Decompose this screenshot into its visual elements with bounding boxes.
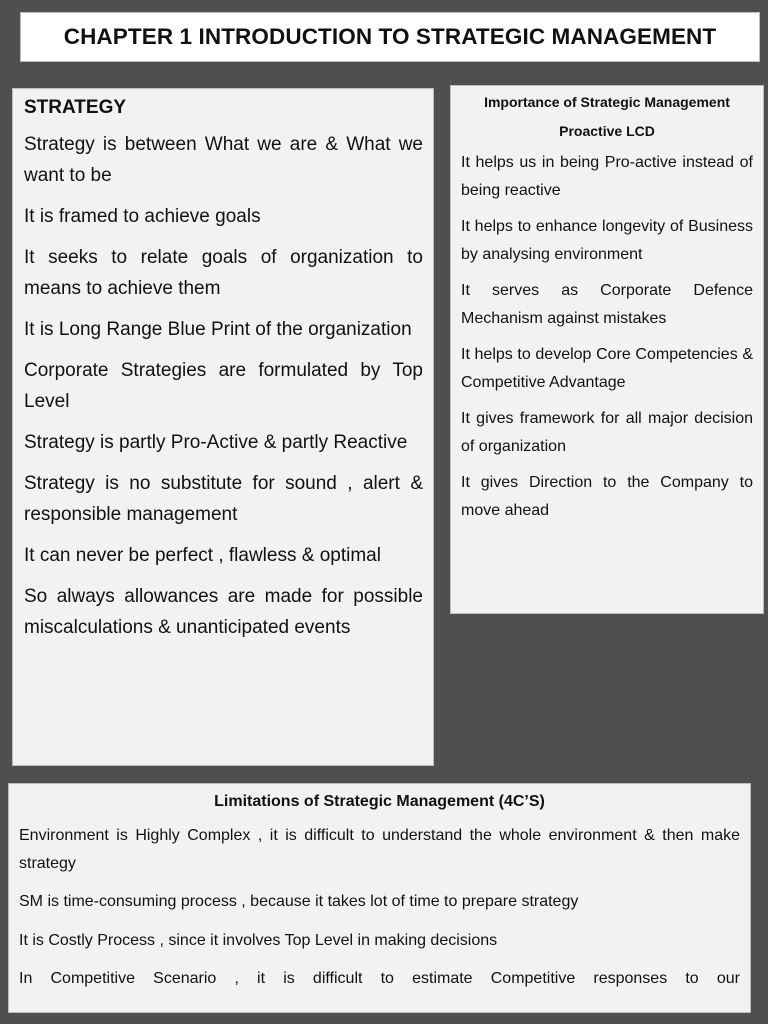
importance-point: It helps to develop Core Competencies & Competitive Advantage [461, 346, 753, 391]
strategy-point: Strategy is between What we are & What we want to be [24, 134, 423, 186]
limitations-point: Environment is Highly Complex , it is difficult to understand the whole environment & then make strategy [19, 827, 740, 872]
importance-point: It helps us in being Pro-active instead of being reactive [461, 154, 753, 199]
limitations-heading: Limitations of Strategic Management (4C’S) [214, 793, 545, 810]
importance-heading: Importance of Strategic Management [484, 94, 730, 110]
importance-point: It gives Direction to the Company to move ahead [461, 474, 753, 519]
strategy-point: Strategy is no substitute for sound , alert & responsible management [24, 473, 423, 525]
title-box [20, 12, 760, 62]
strategy-point: So always allowances are made for possible miscalculations & unanticipated events [24, 586, 423, 638]
strategy-point: It is Long Range Blue Print of the organization [24, 319, 412, 340]
strategy-point: Strategy is partly Pro-Active & partly Reactive [24, 432, 408, 453]
limitations-point: In Competitive Scenario , it is difficult to estimate Competitive responses to our [19, 970, 740, 987]
limitations-point: SM is time-consuming process , because it takes lot of time to prepare strategy [19, 893, 579, 910]
strategy-point: It can never be perfect , flawless & optimal [24, 545, 381, 566]
limitations-panel [8, 783, 751, 1013]
strategy-point: It seeks to relate goals of organization to means to achieve them [24, 247, 423, 299]
strategy-point: Corporate Strategies are formulated by Top Level [24, 360, 423, 412]
importance-point: It gives framework for all major decision of organization [461, 410, 753, 455]
importance-point: It helps to enhance longevity of Business by analysing environment [461, 218, 753, 263]
limitations-point: It is Costly Process , since it involves Top Level in making decisions [19, 931, 498, 949]
strategy-panel [12, 88, 434, 766]
importance-panel [450, 85, 764, 614]
page-title: CHAPTER 1 INTRODUCTION TO STRATEGIC MANAGEMENT [63, 24, 717, 49]
strategy-heading: STRATEGY [24, 97, 127, 118]
importance-subheading: Proactive LCD [559, 123, 655, 139]
importance-point: It serves as Corporate Defence Mechanism against mistakes [461, 282, 753, 327]
strategy-point: It is framed to achieve goals [24, 206, 261, 227]
